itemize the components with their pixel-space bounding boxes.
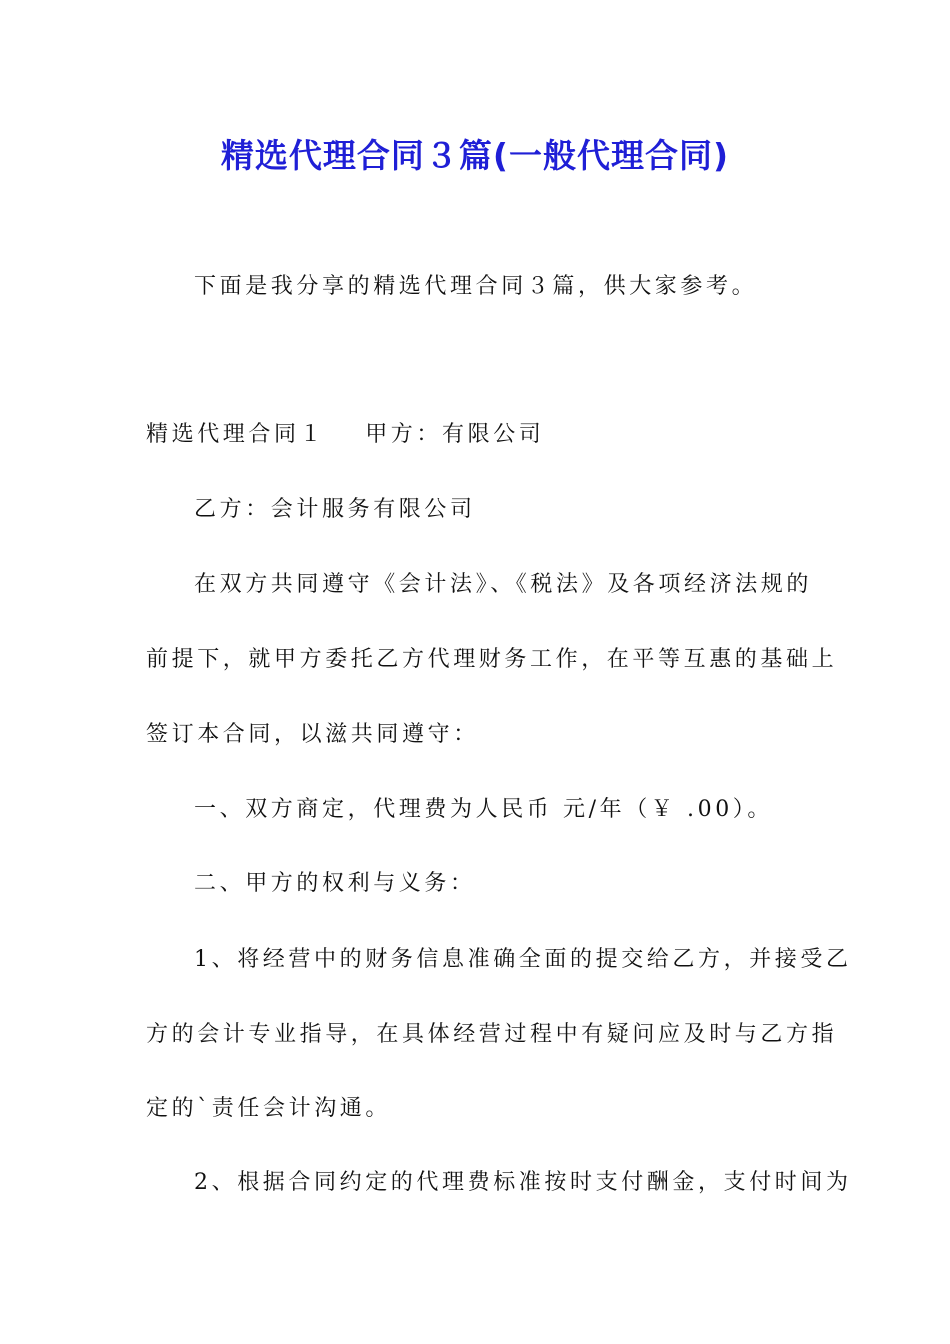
item2-line1: 2、根据合同约定的代理费标准按时支付酬金，支付时间为 [194, 1170, 852, 1195]
paragraph1-line2: 前提下，就甲方委托乙方代理财务工作，在平等互惠的基础上 [146, 647, 838, 672]
paragraph1-line3: 签订本合同，以滋共同遵守： [146, 722, 479, 747]
party-b: 乙方：会计服务有限公司 [194, 497, 476, 522]
item1-line2: 方的会计专业指导，在具体经营过程中有疑问应及时与乙方指 [146, 1022, 838, 1047]
item1-line3: 定的`责任会计沟通。 [146, 1096, 392, 1121]
section-heading-line [146, 420, 544, 450]
item1-line1: 1、将经营中的财务信息准确全面的提交给乙方，并接受乙 [194, 947, 852, 972]
intro-paragraph: 下面是我分享的精选代理合同３篇，供大家参考。 [194, 274, 758, 299]
paragraph1-line1: 在双方共同遵守《会计法》、《税法》及各项经济法规的 [194, 572, 813, 597]
clause-1: 一、双方商定，代理费为人民币 元/年（￥ .00）。 [194, 797, 773, 822]
party-a: 甲方：有限公司 [365, 422, 545, 447]
document-title: 精选代理合同３篇(一般代理合同) [220, 136, 730, 175]
clause-2: 二、甲方的权利与义务： [194, 871, 476, 896]
section-heading: 精选代理合同１ [146, 422, 326, 447]
